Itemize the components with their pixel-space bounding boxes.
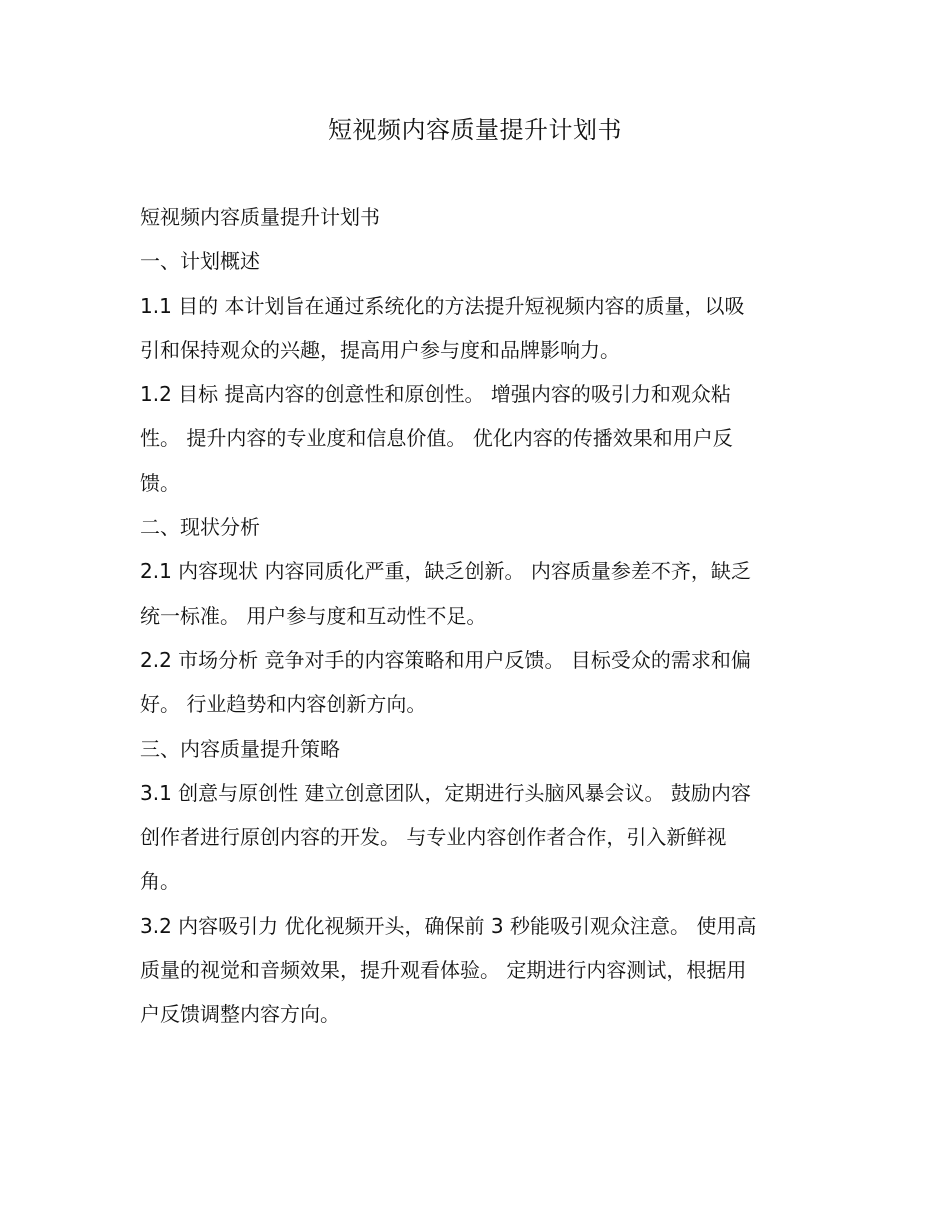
paragraph-line: 统一标准。 用户参与度和互动性不足。 [140,603,487,628]
paragraph-line: 2.2 市场分析 竞争对手的内容策略和用户反馈。 目标受众的需求和偏 [140,647,751,672]
document-title: 短视频内容质量提升计划书 [328,116,622,144]
paragraph-line: 好。 行业趋势和内容创新方向。 [140,692,427,717]
paragraph-line: 质量的视觉和音频效果，提升观看体验。 定期进行内容测试，根据用 [140,958,747,983]
document-body [140,195,812,1037]
paragraph-line: 3.2 内容吸引力 优化视频开头，确保前 3 秒能吸引观众注意。 使用高 [140,913,757,938]
paragraph-line: 1.1 目的 本计划旨在通过系统化的方法提升短视频内容的质量，以吸 [140,293,745,318]
paragraph-line: 2.1 内容现状 内容同质化严重，缺乏创新。 内容质量参差不齐，缺乏 [140,559,751,584]
paragraph-line: 引和保持观众的兴趣，提高用户参与度和品牌影响力。 [140,337,620,362]
paragraph-line: 创作者进行原创内容的开发。 与专业内容创作者合作，引入新鲜视 [140,825,727,850]
paragraph-line: 1.2 目标 提高内容的创意性和原创性。 增强内容的吸引力和观众粘 [140,382,731,407]
paragraph-line: 馈。 [140,470,180,495]
section-heading-strategy: 三、内容质量提升策略 [140,736,340,761]
doc-subtitle-line: 短视频内容质量提升计划书 [140,205,380,229]
section-heading-status: 二、现状分析 [140,515,260,540]
paragraph-line: 户反馈调整内容方向。 [140,1002,340,1027]
paragraph-line: 3.1 创意与原创性 建立创意团队，定期进行头脑风暴会议。 鼓励内容 [140,780,751,805]
paragraph-line: 角。 [140,869,180,894]
paragraph-line: 性。 提升内容的专业度和信息价值。 优化内容的传播效果和用户反 [140,426,733,451]
section-heading-overview: 一、计划概述 [140,249,260,274]
